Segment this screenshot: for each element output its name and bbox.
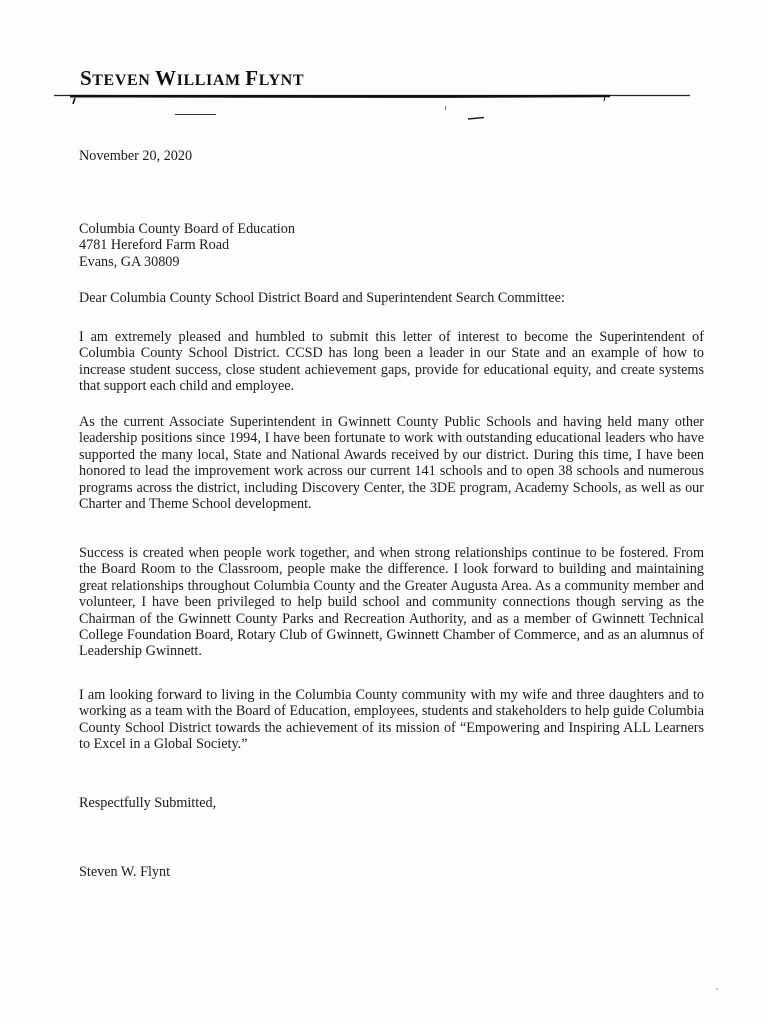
paragraph-4: I am looking forward to living in the Columbia County community with my wife and three daughters and to working as a team with the Board of Education, employees, students and stakeholders to help guide Columbia County School District towards the achievement of its mission of “Empowering and Inspiring ALL Learners to Excel in a Global Society.” (79, 687, 704, 753)
recipient-line-3: Evans, GA 30809 (79, 253, 180, 270)
letterhead-rule-dot (445, 106, 446, 110)
recipient-line-2: 4781 Hereford Farm Road (79, 237, 230, 254)
letterhead-initial-w: W (155, 66, 177, 90)
scan-speck (716, 988, 718, 990)
paragraph-2: As the current Associate Superintendent in Gwinnett County Public Schools and having held many other leadership positions since 1994, I have been fortunate to work with outstanding educational leaders who have supported the many local, State and National Awards received by our district. During this time, I have been honored to lead the improvement work across our current 141 schools and to open 38 schools and numerous programs across the district, including Discovery Center, the 3DE program, Academy Schools, as well as our Charter and Theme School development. (79, 414, 704, 513)
paragraph-1: I am extremely pleased and humbled to submit this letter of interest to become the Superintendent of Columbia County School District. CCSD has long been a leader in our State and an example of how to increase student success, close student achievement gaps, provide for educational equity, and create systems that support each child and employee. (79, 329, 704, 395)
letter-date: November 20, 2020 (79, 148, 193, 164)
letterhead-rule-dash-2 (468, 118, 484, 120)
recipient-address (79, 221, 704, 270)
recipient-line-1: Columbia County Board of Education (79, 221, 295, 237)
letterhead-first-name: TEVEN (92, 72, 156, 89)
letterhead-last-name: LYNT (258, 72, 305, 89)
signature-name: Steven W. Flynt (79, 864, 171, 880)
letterhead-rule-tick-left (73, 98, 75, 104)
letterhead-rule-thick-stroke (70, 96, 610, 97)
letterhead-initial-s: S (80, 66, 93, 90)
paragraph-3: Success is created when people work together, and when strong relationships continue to be fostered. From the Board Room to the Classroom, people make the difference. I look forward to building and maintaining great relationships throughout Columbia County and the Greater Augusta Area. As a community member and volunteer, I have been privileged to help build school and community connections though serving as the Chairman of the Gwinnett County Parks and Recreation Authority, and as a member of Gwinnett Technical College Foundation Board, Rotary Club of Gwinnett, Gwinnett Chamber of Commerce, and as an alumnus of Leadership Gwinnett. (79, 545, 704, 660)
letterhead-initial-f: F (245, 66, 259, 90)
salutation: Dear Columbia County School District Board and Superintendent Search Committee: (79, 290, 565, 306)
letterhead-middle-name: ILLIAM (176, 72, 246, 89)
letterhead-rule-tick-right (604, 97, 605, 101)
closing: Respectfully Submitted, (79, 795, 217, 811)
letterhead-rule (0, 88, 768, 128)
